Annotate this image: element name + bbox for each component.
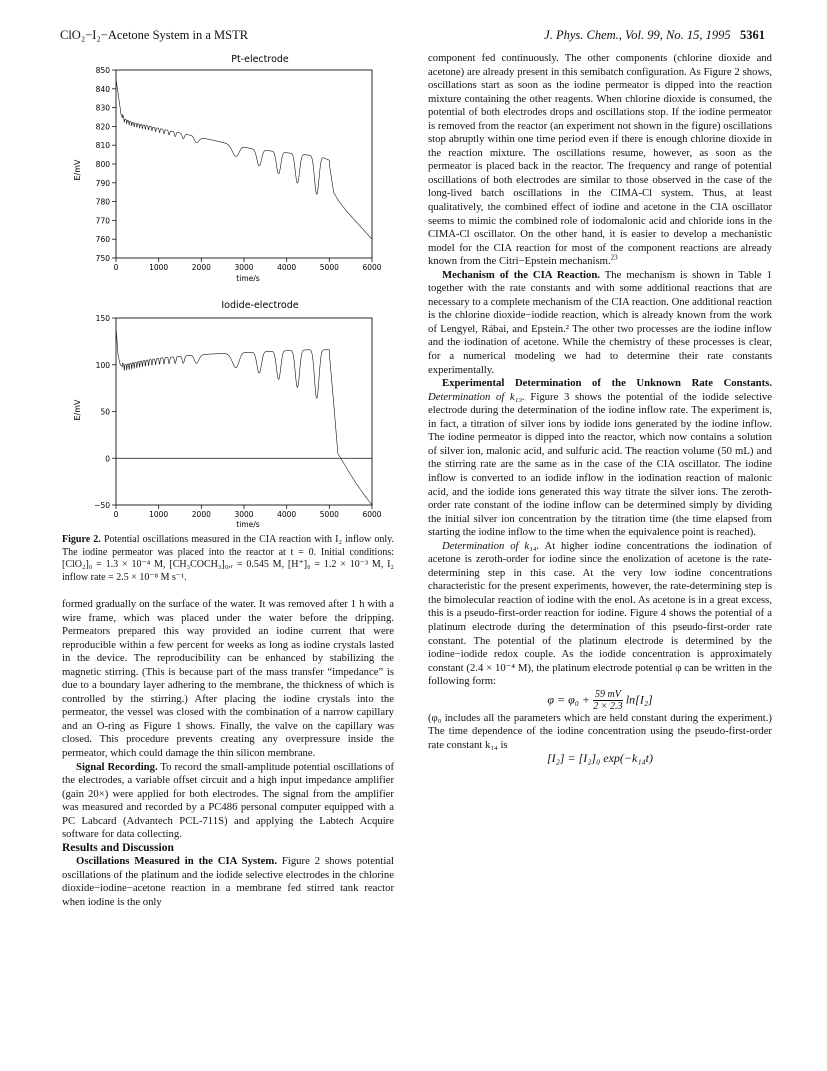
caption-text: Potential oscillations measured in the CIA reaction with I₂ inflow only. The iodine permeator was placed into the reactor at t = 0. Initial conditions: [ClO₂]₀ = 1.3 × 10⁻⁴ M, [CH₃COCH₃]₀,ᵣ = 0.545 M, [H⁺]₀ = 1.2 × 10⁻³ M, I₂ inflow rate = 2.5 × 10⁻⁸ M s⁻¹. [62, 534, 395, 583]
y-tick-label: 800 [95, 160, 110, 169]
y-axis-label: E/mV [73, 159, 82, 181]
y-tick-label: 100 [95, 360, 110, 370]
page-number: 5361 [740, 28, 765, 42]
run-in-heading: Experimental Determination of the Unknown Rate Constants. [442, 377, 772, 390]
panel-pt-electrode [73, 54, 382, 283]
y-axis-label: E/mV [73, 399, 82, 421]
running-header-journal [544, 28, 765, 43]
left-column-text [62, 598, 394, 910]
paragraph: formed gradually on the surface of the water. It was removed after 1 h with a wire frame, which was placed under the water before the dripping. Permeators prepared this way provided an iodine current that were reproducible within a few percent for weeks as long as iodine crystals lasted in the device. The reproducibility can be enhanced by stabilizing the magnetic stirring. (This is because part of the mass transfer “impedance” is due to a boundary layer adhering to the membrane, the thickness of which is controlled by the stirring.) After placing the iodine crystals into the permeator, the vessel was closed with the combination of a narrow capillary and an O-ring as Figure 1 shows. Finally, the valve on the capillary was closed. This procedure prevents creating any overpressure inside the permeator, which could damage the thin silicon membrane. [62, 598, 394, 760]
paragraph [62, 855, 394, 909]
y-tick-label: −50 [94, 501, 110, 510]
y-tick-label: 820 [95, 122, 110, 132]
x-axis-label: time/s [236, 520, 260, 529]
paragraph [428, 269, 772, 377]
y-tick-label: 790 [95, 178, 110, 188]
x-tick-label: 0 [113, 510, 119, 519]
x-tick-label: 3000 [234, 510, 254, 519]
subheading: Determination of k₁₄. [442, 539, 540, 552]
x-tick-label: 1000 [149, 510, 169, 519]
y-tick-label: 830 [95, 103, 110, 113]
y-tick-label: 760 [95, 235, 110, 245]
y-tick-label: 840 [95, 84, 110, 94]
x-tick-label: 3000 [234, 263, 254, 272]
paragraph-body: Figure 2 shows potential oscillations of the platinum and the iodide selective electrodes in the chlorine dioxide−iodine−acetone reaction in a membrane fed stirred tank reactor when iodine is the only [62, 855, 395, 909]
figure-caption [62, 534, 394, 584]
paragraph [428, 377, 772, 540]
panel-title: Pt-electrode [231, 54, 289, 65]
panel-title: Iodide-electrode [221, 300, 299, 311]
paragraph: (φ₀ includes all the parameters which are held constant during the experiment.) The time dependence of the iodine concentration using the pseudo-first-order rate constant k₁₄ is [428, 711, 772, 751]
subheading: Determination of k₁₃. [428, 390, 525, 403]
run-in-heading: Signal Recording. [76, 760, 158, 773]
paragraph-body: Figure 3 shows the potential of the iodide selective electrode during the determination of the iodine inflow rate. The experiment is, in fact, a titration of silver ions by iodide ions generated by the iodine inflow. The iodine permeator is dipped into the reactor, which now contains a solution of silver ion, malonic acid, and sulfuric acid. The reaction volume (50 mL) and the stirring rate are the same as in the case of the CIA oscillator. The iodine inflow is converted to an iodide inflow in the iodination reaction of malonic acid, and the iodide ions generated this way titrate the silver ions. The zeroth-order rate constant of the iodine inflow can be determined simply by dividing the initial silver ion concentration by the titration time (the time elapsed from starting the iodine inflow to the time when the equivalence point is reached). [428, 390, 773, 539]
y-tick-label: 850 [95, 66, 110, 75]
potential-trace [116, 79, 372, 239]
equation-iodine-decay: [I₂] = [I₂]₀ exp(−k₁₄t) [546, 751, 654, 766]
potential-trace [116, 327, 372, 505]
paragraph [428, 52, 772, 269]
paragraph [428, 540, 772, 689]
x-axis-label: time/s [236, 274, 260, 283]
paragraph-body: The mechanism is shown in Table 1 together with the rate constants and with some additional reactions that are necessary to a complete mechanism of the CIA reaction. One additional reaction is the chlorine dioxide−iodide reaction, which is already known from the work of Lengyel, Rábai, and Epstein.² The other two processes are the iodine inflow and the iodination of acetone. While the chemistry of these processes is clear, for a numerical modeling we had to determine their rate constants experimentally. [428, 268, 773, 376]
equation-part: φ = φ₀ + [547, 691, 590, 706]
figure-2 [62, 50, 394, 535]
y-tick-label: 810 [95, 141, 110, 151]
x-tick-label: 2000 [191, 263, 211, 272]
fraction-numerator: 59 mV [594, 688, 621, 700]
x-tick-label: 6000 [362, 510, 382, 519]
equation-part: ln[I₂] [625, 691, 653, 706]
journal-citation: J. Phys. Chem., Vol. 99, No. 15, 1995 [544, 28, 731, 42]
paragraph-body: At higher iodine concentrations the iodination of acetone is zeroth-order for iodine since the enolization of acetone is the rate-determining step in this case. At the very low iodine concentrations characteristic for the present experiments, however, the rate-determining step is the bimolecular reaction of iodine with the enol. As acetone is in a great excess, this is a pseudo-first-order reaction for iodine. Figure 4 shows the potential of a platinum electrode during the determination of this pseudo-first-order rate constant. The potential of the platinum electrode is determined by the iodine−iodide redox couple. As the iodide concentration is approximately constant (2.4 × 10⁻⁴ M), the platinum electrode potential φ can be written in the following form: [428, 539, 772, 688]
equation-fraction [593, 689, 623, 712]
x-tick-label: 5000 [319, 510, 339, 519]
paragraph-body: component fed continuously. The other components (chlorine dioxide and acetone) are already present in this semibatch configuration. As Figure 2 shows, oscillations start as soon as the iodine permeator is dipped into the reaction mixture containing the other reagents. When chlorine dioxide is consumed, the potential of both electrodes drops and oscillations stop. If the iodine permeator is removed from the reactor (an experiment not shown in the figure) oscillations stop abruptly within one time period even if there is enough chlorine dioxide in the reaction mixture. The oscillations resume, however, as soon as the permeator is placed back in the reactor. The frequency and range of potential oscillations of both electrodes are similar to those observed in the case of the long-lived batch oscillations in the CIMA-Cl system. Thus, at least qualitatively, the combined effect of iodine and acetone in the CIA oscillator seems to mimic the combined role of iodomalonic acid and chloride ions in the CIMA-Cl oscillator. On the other hand, it is easier to develop a mechanistic model for the CIA reaction for most of the component reactions are already known from the Citri−Epstein mechanism. [428, 52, 772, 268]
run-in-heading: Oscillations Measured in the CIA System. [76, 855, 277, 868]
figure-2-plots [62, 50, 394, 530]
y-tick-label: 0 [105, 454, 110, 464]
running-header-title: ClO₂−I₂−Acetone System in a MSTR [60, 28, 249, 42]
x-tick-label: 0 [113, 263, 119, 272]
fraction-denominator: 2 × 2.3 [593, 700, 623, 712]
paragraph [62, 761, 394, 842]
right-column-text [428, 52, 772, 766]
x-tick-label: 2000 [191, 510, 211, 519]
x-tick-label: 4000 [277, 263, 297, 272]
panel-iodide-electrode [73, 300, 382, 529]
x-tick-label: 1000 [149, 263, 169, 272]
reference-marker: 23 [610, 253, 618, 262]
plot-frame [116, 318, 372, 505]
x-tick-label: 4000 [277, 510, 297, 519]
plot-frame [116, 70, 372, 258]
equation-potential [428, 689, 772, 712]
y-tick-label: 780 [95, 197, 110, 207]
paragraph-body: To record the small-amplitude potential oscillations of the electrodes, a variable offset circuit and a high input impedance amplifier (gain 20×) were applied for both electrodes. The signal from the amplifier was measured and recorded by a PC486 personal computer equipped with a PC Labcard (Advantech PCL-711S) and applying the Labtech Acquire software for data collecting. [62, 760, 394, 841]
x-tick-label: 6000 [362, 263, 382, 272]
run-in-heading: Mechanism of the CIA Reaction. [442, 268, 600, 281]
x-tick-label: 5000 [319, 263, 339, 272]
caption-label: Figure 2. [62, 534, 101, 545]
y-tick-label: 750 [95, 254, 110, 263]
y-tick-label: 770 [95, 216, 110, 226]
y-tick-label: 150 [95, 314, 110, 323]
y-tick-label: 50 [100, 407, 110, 417]
section-heading: Results and Discussion [62, 841, 174, 854]
